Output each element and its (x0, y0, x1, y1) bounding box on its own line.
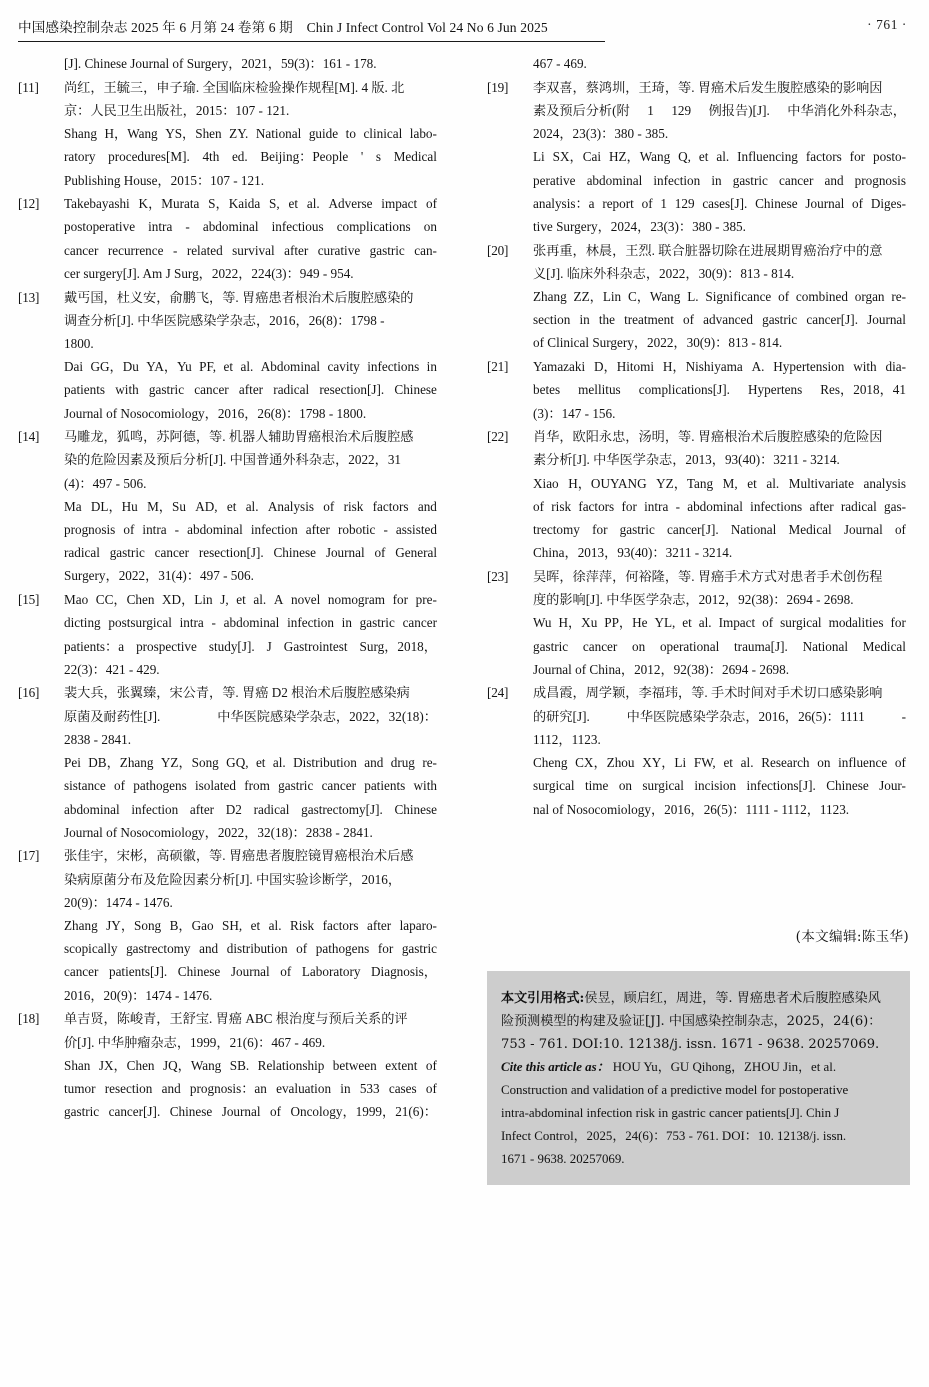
reference-line: (3)：147 - 156. (533, 405, 616, 421)
reference-line: patients：a prospective study[J]. J Gastrointest Surg，2018， (64, 638, 437, 654)
reference-line: of Clinical Surgery，2022，30(9)：813 - 814. (533, 335, 783, 351)
citation-en-line: Infect Control，2025，24(6)：753 - 761. DOI：10. 12138/j. issn. (501, 1129, 847, 1143)
reference-line: ratory procedures[M]. 4th ed. Beijing：People ' s Medical (64, 149, 437, 165)
reference-line: 裴大兵，张翼臻，宋公青，等. 胃癌 D2 根治术后腹腔感染病 (64, 685, 410, 701)
reference-entry (18, 844, 437, 1006)
reference-line: scopically gastrectomy and distribution of pathogens for gastric (64, 941, 437, 957)
reference-line: gastric cancer[J]. Chinese Journal of Oncology，1999，21(6)： (64, 1104, 437, 1120)
reference-line: analysis：a report of 1 129 cases[J]. Chinese Journal of Diges- (533, 195, 906, 211)
reference-line: 度的影响[J]. 中华医学杂志，2012，92(38)：2694 - 2698. (533, 592, 854, 608)
reference-line: section in the treatment of advanced gastric cancer[J]. Journal (533, 312, 906, 328)
citation-zh-line (501, 987, 896, 1010)
reference-line: Xiao H，OUYANG YZ，Tang M, et al. Multivariate analysis (533, 475, 906, 491)
reference-continuation (487, 52, 906, 75)
reference-line: 2838 - 2841. (64, 731, 132, 747)
reference-line: Mao CC，Chen XD，Lin J, et al. A novel nomogram for pre- (64, 592, 437, 608)
reference-line: 戴丐国，杜义安，俞鹏飞，等. 胃癌患者根治术后腹腔感染的 (64, 289, 414, 305)
reference-line: Journal of China，2012，92(38)：2694 - 2698. (533, 661, 790, 677)
reference-line: postoperative intra - abdominal infectious complications on (64, 219, 437, 235)
reference-entry (18, 588, 437, 681)
reference-line: Wu H，Xu PP，He YL, et al. Impact of surgical modalities for (533, 615, 906, 631)
running-head-rule (18, 41, 605, 42)
reference-line: cancer patients[J]. Chinese Journal of Laboratory Diagnosis， (64, 964, 437, 980)
reference-line: 20(9)：1474 - 1476. (64, 894, 173, 910)
reference-line: Dai GG，Du YA，Yu PF, et al. Abdominal cavity infections in (64, 359, 437, 375)
reference-number: [22] (487, 429, 509, 445)
reference-number: [15] (18, 592, 40, 608)
reference-line: Journal of Nosocomiology，2022，32(18)：2838 - 2841. (64, 824, 373, 840)
reference-entry (487, 355, 906, 425)
reference-line: (4)：497 - 506. (64, 475, 147, 491)
citation-en-line: intra-abdominal infection risk in gastric cancer patients[J]. Chin J (501, 1106, 840, 1120)
reference-line: 肖华，欧阳永忠，汤明，等. 胃癌根治术后腹腔感染的危险因 (533, 429, 883, 445)
reference-entry (18, 1007, 437, 1123)
reference-line: dicting postsurgical intra - abdominal infection in gastric cancer (64, 615, 437, 631)
reference-line: cancer recurrence - related survival after curative gastric can- (64, 242, 437, 258)
reference-number: [23] (487, 568, 509, 584)
citation-zh-line: 753 - 761. DOI:10. 12138/j. issn. 1671 - 9638. 20257069. (501, 1037, 880, 1052)
reference-line: 成昌霞，周学颖，李福玮，等. 手术时间对手术切口感染影响 (533, 685, 883, 701)
reference-line: 张佳宇，宋彬，高硕徽，等. 胃癌患者腹腔镜胃癌根治术后感 (64, 848, 414, 864)
citation-zh-label: 本文引用格式: (501, 991, 585, 1006)
reference-entry (18, 76, 437, 192)
reference-line: Takebayashi K，Murata S，Kaida S, et al. Adverse impact of (64, 196, 437, 212)
citation-en-label: Cite this article as： (501, 1060, 610, 1074)
reference-number: [18] (18, 1011, 40, 1027)
reference-number: [19] (487, 79, 509, 95)
reference-line: 马雕龙，狐鸣，苏阿德，等. 机器人辅助胃癌根治术后腹腔感 (64, 429, 414, 445)
running-head-title: 中国感染控制杂志 2025 年 6 月第 24 卷第 6 期 Chin J Infect Control Vol 24 No 6 Jun 2025 (18, 20, 548, 35)
reference-line: 素及预后分析(附 1 129 例报告)[J]. 中华消化外科杂志， (533, 102, 906, 118)
citation-en-text: HOU Yu，GU Qihong，ZHOU Jin，et al. (609, 1060, 837, 1074)
reference-line: Shan JX，Chen JQ，Wang SB. Relationship between extent of (64, 1057, 437, 1073)
reference-line: abdominal infection after D2 radical gastrectomy[J]. Chinese (64, 801, 437, 817)
reference-line: nal of Nosocomiology，2016，26(5)：1111 - 1112，1123. (533, 801, 850, 817)
reference-line: betes mellitus complications[J]. Hypertens Res，2018，41 (533, 382, 906, 398)
reference-line: Shang H，Wang YS，Shen ZY. National guide to clinical labo- (64, 126, 437, 142)
reference-entry (18, 192, 437, 285)
citation-box (487, 971, 910, 1185)
reference-line: Journal of Nosocomiology，2016，26(8)：1798 - 1800. (64, 405, 367, 421)
reference-line: 2016，20(9)：1474 - 1476. (64, 987, 213, 1003)
reference-line: 原菌及耐药性[J]. 中华医院感染学杂志，2022，32(18)： (64, 708, 437, 724)
reference-line: Zhang JY，Song B，Gao SH, et al. Risk factors after laparo- (64, 918, 437, 934)
reference-line: Li SX，Cai HZ，Wang Q, et al. Influencing factors for posto- (533, 149, 906, 165)
reference-line: 尚红，王毓三，申子瑜. 全国临床检验操作规程[M]. 4 版. 北 (64, 79, 405, 95)
right-column (487, 52, 906, 821)
reference-line: 吴晖，徐萍萍，何裕隆，等. 胃癌手术方式对患者手术创伤程 (533, 568, 883, 584)
reference-line: surgical time on surgical incision infections[J]. Chinese Jour- (533, 778, 906, 794)
reference-line: Ma DL，Hu M，Su AD, et al. Analysis of risk factors and (64, 498, 437, 514)
reference-continuation (18, 52, 437, 75)
reference-line: Cheng CX，Zhou XY，Li FW, et al. Research on influence of (533, 755, 906, 771)
reference-line: Surgery，2022，31(4)：497 - 506. (64, 568, 254, 584)
reference-line: radical gastric cancer resection[J]. Chinese Journal of General (64, 545, 437, 561)
reference-line: gastric cancer on operational trauma[J]. National Medical (533, 638, 906, 654)
reference-line: Publishing House，2015：107 - 121. (64, 172, 265, 188)
page-number: · 761 · (867, 17, 907, 32)
reference-number: [14] (18, 429, 40, 445)
left-column (18, 52, 437, 1124)
reference-entry (18, 681, 437, 843)
reference-line: 467 - 469. (533, 56, 587, 71)
reference-line: trectomy for gastric cancer[J]. National Medical Journal of (533, 522, 906, 538)
reference-line: China，2013，93(40)：3211 - 3214. (533, 545, 733, 561)
reference-line: 22(3)：421 - 429. (64, 661, 160, 677)
reference-number: [12] (18, 196, 40, 212)
reference-entry (487, 565, 906, 681)
reference-line: patients with gastric cancer after radical resection[J]. Chinese (64, 382, 437, 398)
reference-line: of risk factors for intra - abdominal infections after radical gas- (533, 498, 906, 514)
reference-line: tumor resection and prognosis：an evaluation in 533 cases of (64, 1080, 437, 1096)
reference-line: 张再重，林晨，王烈. 联合脏器切除在进展期胃癌治疗中的意 (533, 242, 883, 258)
reference-line: sistance of pathogens isolated from gastric cancer patients with (64, 778, 437, 794)
reference-number: [16] (18, 685, 40, 701)
citation-zh-text: 侯昱，顾启红，周进，等. 胃癌患者术后腹腔感染风 (584, 991, 881, 1006)
reference-line: Pei DB，Zhang YZ，Song GQ, et al. Distribution and drug re- (64, 755, 437, 771)
reference-entry (487, 76, 906, 238)
reference-line: 2024，23(3)：380 - 385. (533, 126, 669, 142)
reference-line: 的研究[J]. 中华医院感染学杂志，2016，26(5)：1111 - (533, 708, 906, 724)
reference-line: 1800. (64, 335, 94, 351)
reference-number: [17] (18, 848, 40, 864)
reference-line: 京：人民卫生出版社，2015：107 - 121. (64, 102, 290, 118)
running-head (0, 16, 929, 46)
reference-entry (487, 239, 906, 355)
citation-en-line (501, 1056, 896, 1079)
citation-en-line: 1671 - 9638. 20257069. (501, 1152, 625, 1166)
reference-entry (487, 425, 906, 564)
reference-number: [20] (487, 242, 509, 258)
reference-line: 义[J]. 临床外科杂志，2022，30(9)：813 - 814. (533, 265, 795, 281)
citation-en-line: Construction and validation of a predictive model for postoperative (501, 1083, 849, 1097)
reference-line: tive Surgery，2024，23(3)：380 - 385. (533, 218, 746, 234)
reference-line: 李双喜，蔡鸿圳，王琦，等. 胃癌术后发生腹腔感染的影响因 (533, 79, 883, 95)
reference-number: [21] (487, 359, 509, 375)
reference-number: [11] (18, 79, 39, 95)
editor-credit: (本文编辑:陈玉华) (795, 929, 909, 945)
reference-line: Yamazaki D，Hitomi H，Nishiyama A. Hypertension with dia- (533, 359, 906, 375)
reference-line: prognosis of intra - abdominal infection after robotic - assisted (64, 522, 437, 538)
reference-line: 单吉贤，陈峻青，王舒宝. 胃癌 ABC 根治度与预后关系的评 (64, 1011, 408, 1027)
reference-entry (18, 286, 437, 425)
reference-line: 价[J]. 中华肿瘤杂志，1999，21(6)：467 - 469. (64, 1034, 326, 1050)
reference-line: 调查分析[J]. 中华医院感染学杂志，2016，26(8)：1798 - (64, 312, 385, 328)
reference-line: 1112，1123. (533, 731, 601, 747)
reference-line: cer surgery[J]. Am J Surg，2022，224(3)：949 - 954. (64, 265, 354, 281)
citation-zh-line: 险预测模型的构建及验证[J]. 中国感染控制杂志，2025，24(6)： (501, 1014, 882, 1029)
reference-line: [J]. Chinese Journal of Surgery，2021，59(3)：161 - 178. (64, 56, 377, 71)
reference-number: [24] (487, 685, 509, 701)
reference-entry (487, 681, 906, 820)
reference-line: perative abdominal infection in gastric cancer and prognosis (533, 172, 906, 188)
reference-line: 染病原菌分布及危险因素分析[J]. 中国实验诊断学，2016， (64, 871, 402, 887)
reference-number: [13] (18, 289, 40, 305)
reference-line: 素分析[J]. 中华医学杂志，2013，93(40)：3211 - 3214. (533, 452, 840, 468)
reference-entry (18, 425, 437, 587)
reference-line: 染的危险因素及预后分析[J]. 中国普通外科杂志，2022，31 (64, 452, 402, 468)
reference-line: Zhang ZZ，Lin C，Wang L. Significance of combined organ re- (533, 289, 906, 305)
